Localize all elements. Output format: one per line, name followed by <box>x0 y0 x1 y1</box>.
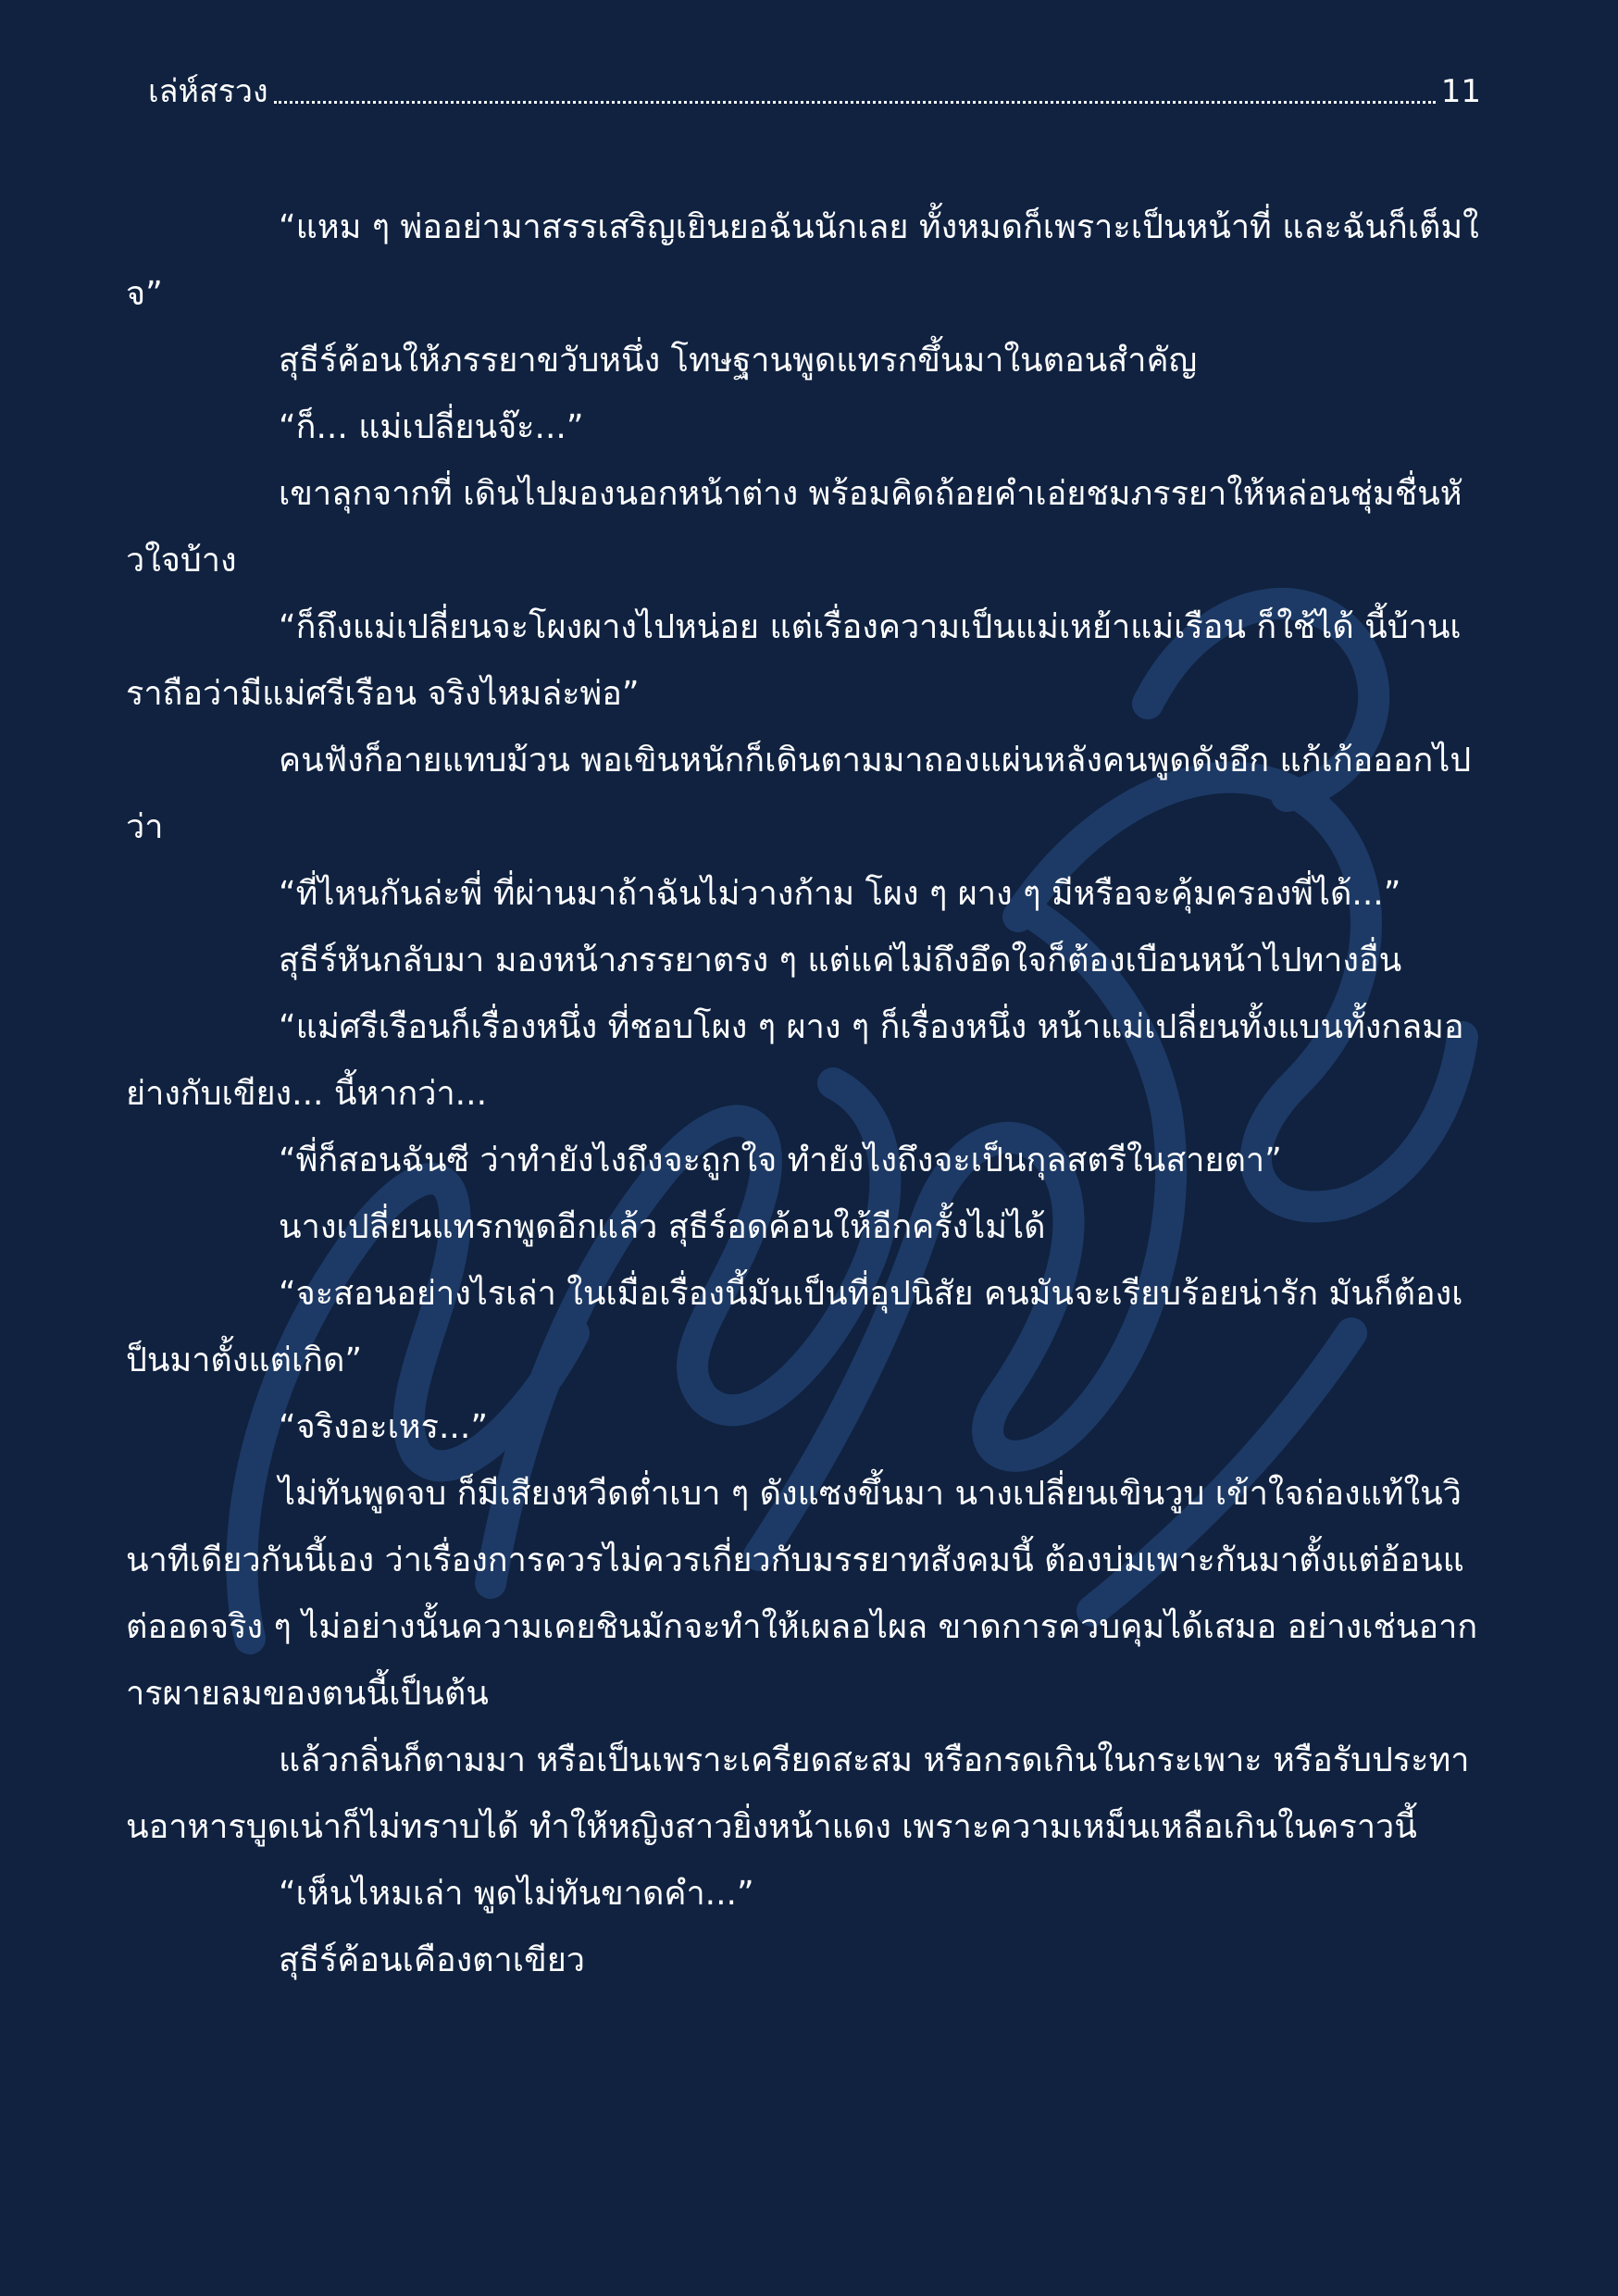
paragraph: ไม่ทันพูดจบ ก็มีเสียงหวีดต่ำเบา ๆ ดังแซงขึ้นมา นางเปลี่ยนเขินวูบ เข้าใจถ่องแท้ในวินาทีเดียวกันนี้เอง ว่าเรื่องการควรไม่ควรเกี่ยวกับมรรยาทสังคมนี้ ต้องบ่มเพาะกันมาตั้งแต่อ้อนแต่ออดจริง ๆ ไม่อย่างนั้นความเคยชินมักจะทำให้เผลอไผล ขาดการควบคุมได้เสมอ อย่างเช่นอาการผายลมของตนนี้เป็นต้น <box>126 1475 1478 1713</box>
paragraph: “พี่ก็สอนฉันซี ว่าทำยังไงถึงจะถูกใจ ทำยังไงถึงจะเป็นกุลสตรีในสายตา” <box>279 1142 1282 1179</box>
paragraph: “ที่ไหนกันล่ะพี่ ที่ผ่านมาถ้าฉันไม่วางก้าม โผง ๆ ผาง ๆ มีหรือจะคุ้มครองพี่ได้...” <box>279 875 1401 913</box>
header-dot-leader <box>274 100 1436 104</box>
paragraph: นางเปลี่ยนแทรกพูดอีกแล้ว สุธีร์อดค้อนให้อีกครั้งไม่ได้ <box>279 1208 1046 1246</box>
header-title: เล่ห์สรวง <box>148 73 268 110</box>
body-text <box>126 194 1479 1994</box>
running-header <box>148 69 1481 115</box>
paragraph: “แหม ๆ พ่ออย่ามาสรรเสริญเยินยอฉันนักเลย ทั้งหมดก็เพราะเป็นหน้าที่ และฉันก็เต็มใจ” <box>126 208 1479 313</box>
paragraph: สุธีร์ค้อนให้ภรรยาขวับหนึ่ง โทษฐานพูดแทรกขึ้นมาในตอนสำคัญ <box>279 342 1198 380</box>
paragraph: สุธีร์ค้อนเคืองตาเขียว <box>279 1941 585 1979</box>
paragraph: “ก็... แม่เปลี่ยนจ๊ะ...” <box>279 408 584 446</box>
paragraph: แล้วกลิ่นก็ตามมา หรือเป็นเพราะเครียดสะสม หรือกรดเกินในกระเพาะ หรือรับประทานอาหารบูดเน่าก็ไม่ทราบได้ ทำให้หญิงสาวยิ่งหน้าแดง เพราะความเหม็นเหลือเกินในคราวนี้ <box>126 1741 1470 1846</box>
paragraph: คนฟังก็อายแทบม้วน พอเขินหนักก็เดินตามมาถองแผ่นหลังคนพูดดังอึก แก้เก้อออกไปว่า <box>126 742 1472 846</box>
paragraph: “ก็ถึงแม่เปลี่ยนจะโผงผางไปหน่อย แต่เรื่องความเป็นแม่เหย้าแม่เรือน ก็ใช้ได้ นี้บ้านเราถือว่ามีแม่ศรีเรือน จริงไหมล่ะพ่อ” <box>126 608 1462 713</box>
page-number: 11 <box>1440 73 1481 110</box>
paragraph: “จะสอนอย่างไรเล่า ในเมื่อเรื่องนี้มันเป็นที่อุปนิสัย คนมันจะเรียบร้อยน่ารัก มันก็ต้องเป็นมาตั้งแต่เกิด” <box>126 1275 1463 1379</box>
paragraph: “เห็นไหมเล่า พูดไม่ทันขาดคำ...” <box>279 1875 754 1913</box>
paragraph: เขาลุกจากที่ เดินไปมองนอกหน้าต่าง พร้อมคิดถ้อยคำเอ่ยชมภรรยาให้หล่อนชุ่มชื่นหัวใจบ้าง <box>126 475 1462 580</box>
paragraph: “แม่ศรีเรือนก็เรื่องหนึ่ง ที่ชอบโผง ๆ ผาง ๆ ก็เรื่องหนึ่ง หน้าแม่เปลี่ยนทั้งแบนทั้งกลมอย่างกับเขียง... นี้หากว่า... <box>126 1008 1464 1113</box>
paragraph: “จริงอะเหร...” <box>279 1408 488 1446</box>
paragraph: สุธีร์หันกลับมา มองหน้าภรรยาตรง ๆ แต่แค่ไม่ถึงอึดใจก็ต้องเบือนหน้าไปทางอื่น <box>279 942 1402 980</box>
